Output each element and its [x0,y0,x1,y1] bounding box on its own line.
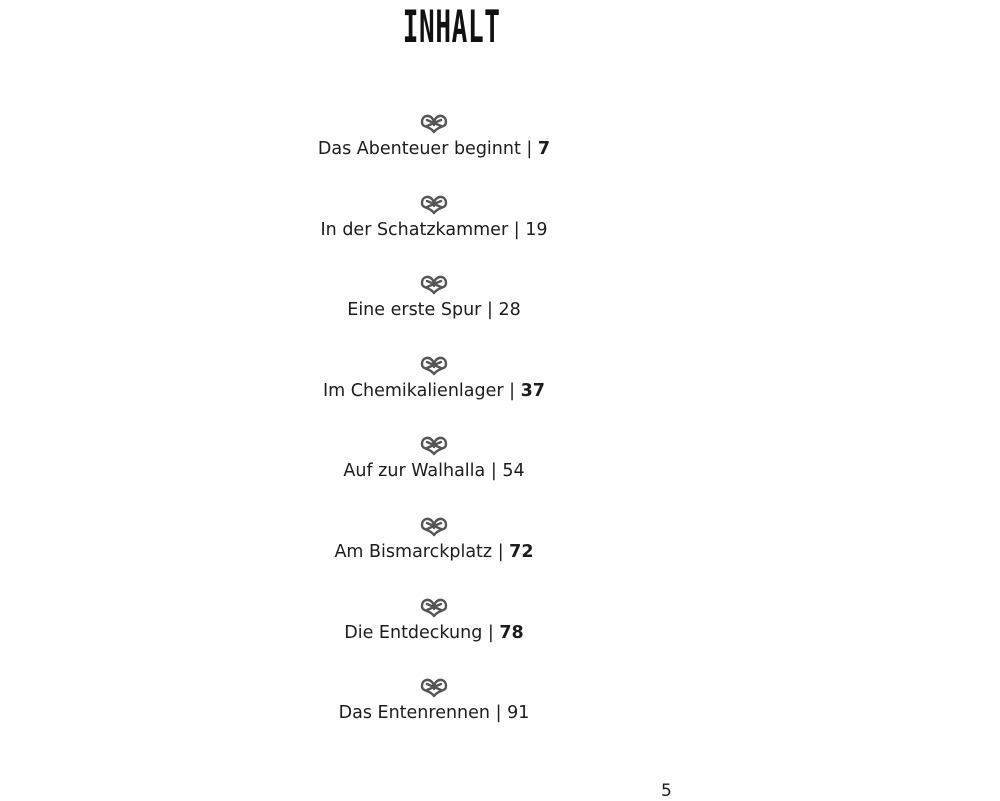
toc-entry [234,675,634,756]
toc-entry-page: 37 [520,380,545,401]
toc-entry-separator: | [487,622,494,643]
pretzel-icon [419,433,449,457]
pretzel-icon [419,353,449,377]
toc-entry-page: 7 [537,139,551,159]
pretzel-icon [419,514,449,538]
toc-entry [234,353,634,434]
toc-entry-page: 54 [502,461,525,482]
pretzel-icon [419,595,449,619]
toc-entry-page: 72 [509,541,534,562]
table-of-contents [234,111,634,756]
toc-entry-title: Eine erste Spur [347,300,482,321]
toc-entry-title: Auf zur Walhalla [343,461,486,482]
toc-entry-title: Das Entenrennen [338,703,491,724]
toc-entry-title: Im Chemikalienlager [323,380,504,401]
toc-entry-page: 78 [499,622,524,643]
toc-entry [234,595,634,676]
toc-entry [234,111,634,192]
toc-entry-title: Die Entdeckung [344,622,483,643]
toc-entry-title: Das Abenteuer beginnt [317,139,521,159]
pretzel-icon [419,272,449,296]
page-number: 5 [661,781,672,801]
toc-entry-separator: | [490,461,497,482]
toc-entry [234,514,634,595]
page-title: INHALT [402,0,501,53]
toc-entry-separator: | [526,139,533,159]
toc-entry-page: 91 [507,703,530,724]
toc-entry-title: Am Bismarckplatz [334,541,493,562]
pretzel-icon [419,111,449,135]
toc-entry-title: In der Schatzkammer [320,219,509,240]
toc-entry-page: 19 [525,219,548,240]
toc-entry-separator: | [513,219,520,240]
toc-entry-page: 28 [498,300,521,321]
pretzel-icon [419,675,449,699]
pretzel-icon [419,192,449,216]
toc-entry-separator: | [486,300,493,321]
toc-entry-separator: | [509,380,516,401]
toc-entry [234,433,634,514]
toc-entry [234,192,634,273]
toc-entry [234,272,634,353]
toc-entry-separator: | [495,703,502,724]
toc-entry-separator: | [497,541,504,562]
